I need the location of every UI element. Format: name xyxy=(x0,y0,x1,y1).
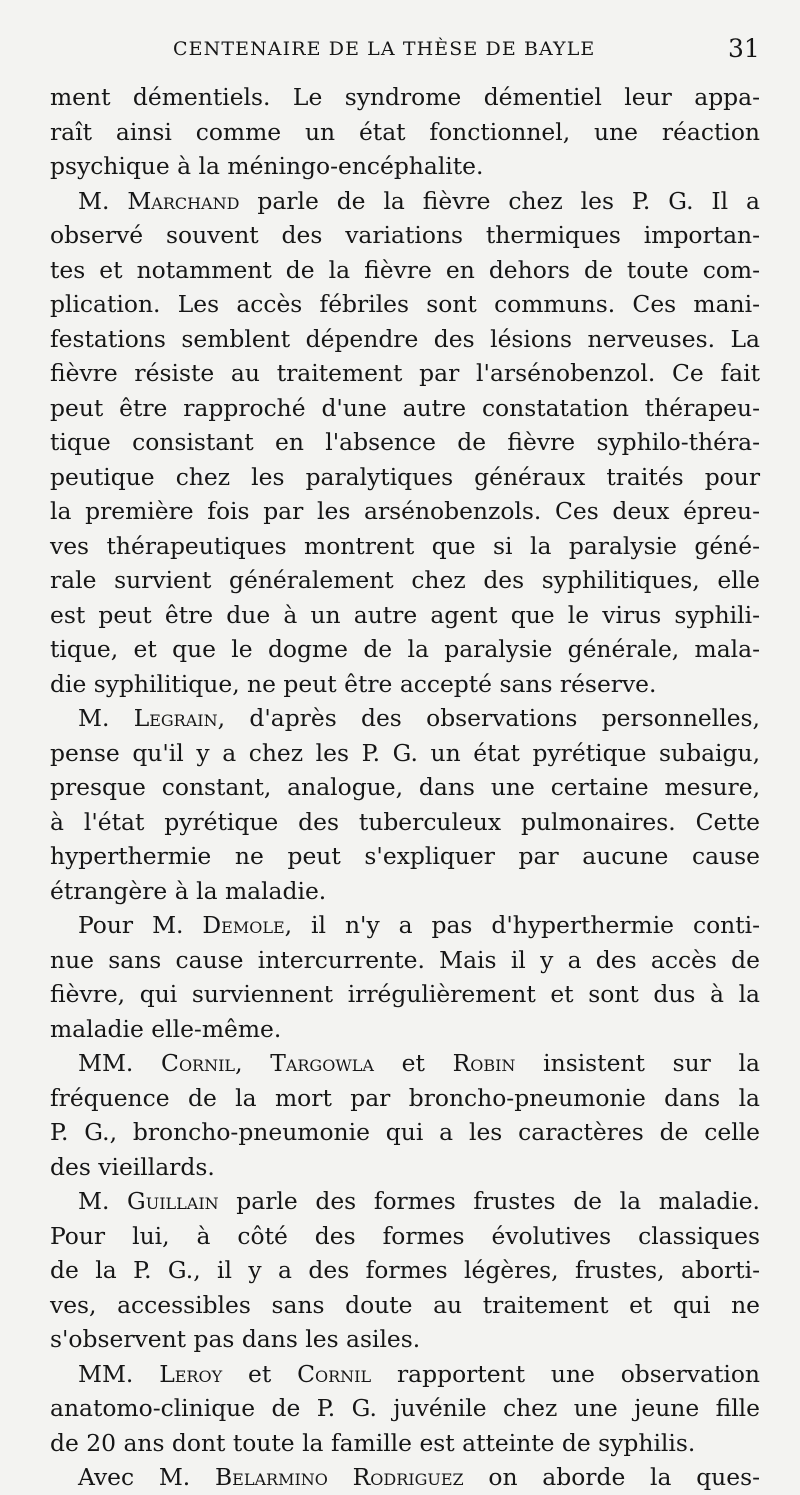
author-name: Legrain xyxy=(133,704,218,732)
text-line: tique consistant en l'absence de fièvre syphilo-théra- xyxy=(50,428,760,456)
text-line: festations semblent dépendre des lésions nerveuses. La xyxy=(50,324,760,353)
text-line: maladie elle-même. xyxy=(50,1014,282,1043)
text-line: hyperthermie ne peut s'expliquer par aucune cause xyxy=(50,842,760,870)
text-line: plication. Les accès fébriles sont communs. Ces mani- xyxy=(50,290,760,318)
text-line: étrangère à la maladie. xyxy=(50,876,327,905)
text-line: de la P. G., il y a des formes légères, frustes, aborti- xyxy=(50,1256,760,1284)
body-text xyxy=(50,80,760,1495)
text-line: ves thérapeutiques montrent que si la paralysie géné- xyxy=(50,531,760,560)
author-name: Robin xyxy=(452,1049,516,1077)
author-name: Cornil xyxy=(297,1359,372,1388)
author-name: Leroy xyxy=(159,1359,223,1388)
text-line: fréquence de la mort par broncho-pneumonie dans la xyxy=(50,1083,760,1112)
text-line: die syphilitique, ne peut être accepté sans réserve. xyxy=(50,669,657,698)
text-line: M. Guillain parle des formes frustes de la maladie. xyxy=(78,1187,760,1215)
text-line: fièvre résiste au traitement par l'arsénobenzol. Ce fait xyxy=(50,359,760,387)
text-line: M. Marchand parle de la fièvre chez les P. G. Il a xyxy=(78,186,760,215)
text-line: MM. Cornil, Targowla et Robin insistent sur la xyxy=(78,1049,760,1077)
text-line: Avec M. Belarmino Rodriguez on aborde la ques- xyxy=(78,1463,760,1491)
text-line: à l'état pyrétique des tuberculeux pulmonaires. Cette xyxy=(50,807,760,836)
text-line: M. Legrain, d'après des observations personnelles, xyxy=(78,704,760,732)
text-line: de 20 ans dont toute la famille est atteinte de syphilis. xyxy=(50,1428,696,1457)
text-line: ment démentiels. Le syndrome démentiel leur appa- xyxy=(50,83,760,111)
text-line: rale survient généralement chez des syphilitiques, elle xyxy=(50,566,760,594)
text-line: Pour lui, à côté des formes évolutives classiques xyxy=(50,1221,760,1250)
author-name: Guillain xyxy=(127,1187,219,1215)
text-line: la première fois par les arsénobenzols. Ces deux épreu- xyxy=(50,497,760,525)
page-header xyxy=(0,34,800,74)
text-line: s'observent pas dans les asiles. xyxy=(50,1325,421,1353)
text-line: est peut être due à un autre agent que le virus syphili- xyxy=(50,600,760,629)
text-line: peut être rapproché d'une autre constatation thérapeu- xyxy=(50,393,760,422)
text-line: Pour M. Demole, il n'y a pas d'hyperthermie conti- xyxy=(78,911,761,939)
author-name: Demole xyxy=(202,911,285,939)
text-line: psychique à la méningo-encéphalite. xyxy=(50,152,484,180)
text-line: des vieillards. xyxy=(50,1152,215,1181)
text-line: anatomo-clinique de P. G. juvénile chez une jeune fille xyxy=(50,1394,760,1422)
text-line: P. G., broncho-pneumonie qui a les caractères de celle xyxy=(50,1118,760,1146)
text-line: presque constant, analogue, dans une certaine mesure, xyxy=(50,773,760,801)
author-name: Belarmino xyxy=(214,1463,328,1491)
author-name: Cornil xyxy=(161,1049,236,1077)
text-line: peutique chez les paralytiques généraux traités pour xyxy=(50,462,760,491)
author-name: Targowla xyxy=(270,1049,374,1077)
text-line: pense qu'il y a chez les P. G. un état pyrétique subaigu, xyxy=(50,738,760,767)
text-line: MM. Leroy et Cornil rapportent une observation xyxy=(78,1359,760,1388)
page-number: 31 xyxy=(728,34,760,63)
author-name: Rodriguez xyxy=(352,1463,464,1491)
text-line: ves, accessibles sans doute au traitement et qui ne xyxy=(50,1290,760,1319)
text-line: tes et notamment de la fièvre en dehors de toute com- xyxy=(50,255,760,284)
running-title: CENTENAIRE DE LA THÈSE DE BAYLE xyxy=(173,38,596,60)
text-line: tique, et que le dogme de la paralysie générale, mala- xyxy=(50,635,760,663)
text-line: nue sans cause intercurrente. Mais il y a des accès de xyxy=(50,945,760,974)
text-line: fièvre, qui surviennent irrégulièrement et sont dus à la xyxy=(50,980,760,1008)
author-name: Marchand xyxy=(127,186,240,215)
text-line: observé souvent des variations thermiques importan- xyxy=(50,221,760,249)
text-line: raît ainsi comme un état fonctionnel, une réaction xyxy=(50,117,760,146)
